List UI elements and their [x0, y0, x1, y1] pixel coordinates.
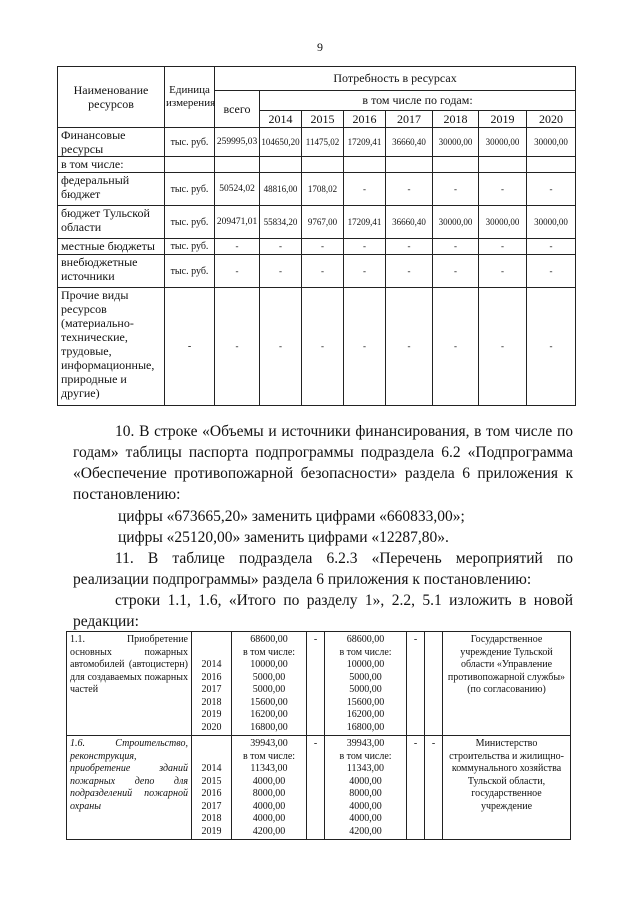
- row-value: 36660,40: [386, 206, 433, 239]
- row-value: 30000,00: [479, 206, 527, 239]
- activity-years: 2014 2016 2017 2018 2019 2020: [192, 632, 232, 736]
- row-total: 50524,02: [215, 173, 260, 206]
- resources-table: [57, 66, 576, 406]
- header-unit: Единица измерения: [165, 67, 215, 128]
- row-value: 30000,00: [479, 128, 527, 157]
- row-value: -: [302, 239, 344, 255]
- activity-dash: -: [307, 736, 325, 840]
- header-need: Потребность в ресурсах: [215, 67, 576, 91]
- row-value: -: [386, 288, 433, 406]
- row-total: -: [215, 288, 260, 406]
- row-name: внебюджетные источники: [58, 255, 165, 288]
- row-value: 9767,00: [302, 206, 344, 239]
- row-value: -: [479, 288, 527, 406]
- year-2017: 2017: [386, 111, 433, 128]
- row-value: -: [260, 239, 302, 255]
- row-value: -: [433, 239, 479, 255]
- row-value: 48816,00: [260, 173, 302, 206]
- activity-amounts-total: 68600,00 в том числе: 10000,00 5000,00 5000,00 15600,00 16200,00 16800,00: [232, 632, 307, 736]
- table-row: [58, 173, 576, 206]
- row-value: -: [344, 239, 386, 255]
- year-2016: 2016: [344, 111, 386, 128]
- activity-executor: Министерство строительства и жилищно-коммунального хозяйства Тульской области, государственное учреждение: [443, 736, 571, 840]
- row-value: -: [386, 239, 433, 255]
- table-row: [58, 288, 576, 406]
- year-2014: 2014: [260, 111, 302, 128]
- activity-amounts-total: 39943,00 в том числе: 11343,00 4000,00 8000,00 4000,00 4000,00 4200,00: [232, 736, 307, 840]
- row-value: -: [479, 239, 527, 255]
- row-unit: тыс. руб.: [165, 239, 215, 255]
- row-value: -: [479, 173, 527, 206]
- row-value: -: [302, 255, 344, 288]
- row-unit: тыс. руб.: [165, 128, 215, 157]
- row-value: 17209,41: [344, 206, 386, 239]
- year-2018: 2018: [433, 111, 479, 128]
- row-value: -: [260, 255, 302, 288]
- row-value: -: [386, 173, 433, 206]
- paragraph-11: 11. В таблице подраздела 6.2.3 «Перечень мероприятий по реализации подпрограммы» раздела 6 приложения к постановлению:: [73, 550, 573, 588]
- row-name: федеральный бюджет: [58, 173, 165, 206]
- activity-amounts-region: 68600,00 в том числе: 10000,00 5000,00 5000,00 15600,00 16200,00 16800,00: [325, 632, 407, 736]
- row-value: -: [433, 288, 479, 406]
- paragraph-10: 10. В строке «Объемы и источники финансирования, в том числе по годам» таблицы паспорта подпрограммы подраздела 6.2 «Подпрограмма «Обеспечение противопожарной безопасности» раздела 6 приложения к постановлению:: [73, 423, 573, 503]
- row-value: 17209,41: [344, 128, 386, 157]
- row-value: 1708,02: [302, 173, 344, 206]
- row-value: 30000,00: [433, 128, 479, 157]
- row-total: 259995,03: [215, 128, 260, 157]
- row-value: -: [479, 255, 527, 288]
- page-number: 9: [317, 40, 323, 54]
- paragraph-replace-1: цифры «673665,20» заменить цифрами «660833,00»;: [118, 508, 465, 525]
- row-unit: тыс. руб.: [165, 255, 215, 288]
- row-value: -: [344, 255, 386, 288]
- row-value: -: [527, 239, 576, 255]
- activity-amounts-region: 39943,00 в том числе: 11343,00 4000,00 8000,00 4000,00 4000,00 4200,00: [325, 736, 407, 840]
- header-total: всего: [215, 91, 260, 128]
- row-value: -: [433, 173, 479, 206]
- row-value: 55834,20: [260, 206, 302, 239]
- year-2019: 2019: [479, 111, 527, 128]
- activity-description: 1.1. Приобретение основных пожарных автомобилей (автоцистерн) для создаваемых пожарных частей: [67, 632, 192, 736]
- year-2020: 2020: [527, 111, 576, 128]
- activities-table: [66, 631, 571, 840]
- row-total: -: [215, 255, 260, 288]
- row-value: -: [302, 288, 344, 406]
- table-row: [58, 239, 576, 255]
- row-value: 36660,40: [386, 128, 433, 157]
- year-2015: 2015: [302, 111, 344, 128]
- activity-dash: -: [407, 632, 425, 736]
- table-row: [58, 206, 576, 239]
- row-value: 104650,20: [260, 128, 302, 157]
- row-value: -: [344, 288, 386, 406]
- row-value: -: [260, 288, 302, 406]
- row-name: в том числе:: [58, 157, 165, 173]
- activity-years: 2014 2015 2016 2017 2018 2019: [192, 736, 232, 840]
- activity-description: 1.6. Строительство, реконструкция, приобретение зданий пожарных депо для подразделений пожарной охраны: [67, 736, 192, 840]
- table-row: [67, 632, 571, 736]
- row-name: Прочие виды ресурсов (материально-технические, трудовые, информационные, природные и другие): [58, 288, 165, 406]
- paragraph-replace-2: цифры «25120,00» заменить цифрами «12287,80».: [118, 529, 449, 546]
- row-value: -: [433, 255, 479, 288]
- row-unit: -: [165, 288, 215, 406]
- row-value: -: [527, 288, 576, 406]
- table-row: [58, 128, 576, 157]
- row-value: 30000,00: [527, 128, 576, 157]
- header-name: Наименование ресурсов: [58, 67, 165, 128]
- row-unit: тыс. руб.: [165, 206, 215, 239]
- row-value: 30000,00: [433, 206, 479, 239]
- row-value: -: [386, 255, 433, 288]
- header-by-years: в том числе по годам:: [260, 91, 576, 111]
- row-unit: тыс. руб.: [165, 173, 215, 206]
- table-row: [67, 736, 571, 840]
- row-value: 11475,02: [302, 128, 344, 157]
- row-name: Финансовые ресурсы: [58, 128, 165, 157]
- row-value: -: [527, 255, 576, 288]
- activity-dash: -: [307, 632, 325, 736]
- table-row: [58, 157, 576, 173]
- activity-dash: [425, 632, 443, 736]
- row-value: -: [344, 173, 386, 206]
- row-name: бюджет Тульской области: [58, 206, 165, 239]
- row-name: местные бюджеты: [58, 239, 165, 255]
- paragraph-rows: строки 1.1, 1.6, «Итого по разделу 1», 2.2, 5.1 изложить в новой редакции:: [73, 592, 573, 630]
- row-value: 30000,00: [527, 206, 576, 239]
- row-total: 209471,01: [215, 206, 260, 239]
- table-row: [58, 255, 576, 288]
- row-total: -: [215, 239, 260, 255]
- activity-executor: Государственное учреждение Тульской области «Управление противопожарной службы» (по согласованию): [443, 632, 571, 736]
- activity-dash: -: [407, 736, 425, 840]
- activity-dash: -: [425, 736, 443, 840]
- row-value: -: [527, 173, 576, 206]
